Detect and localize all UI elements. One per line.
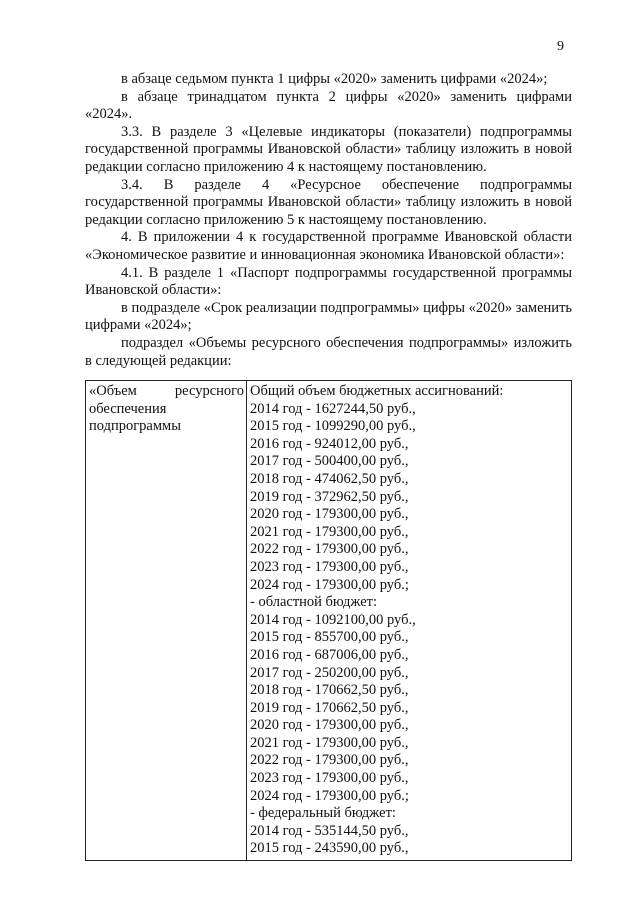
table-value-line: 2019 год - 170662,50 руб., [250,699,409,716]
table-value-cell [247,381,572,861]
table-value-line: 2024 год - 179300,00 руб.; [250,787,409,804]
table-value-line: - федеральный бюджет: [250,805,396,822]
paragraph: 4. В приложении 4 к государственной программе Ивановской области «Экономическое развитие и инновационная экономика Ивановской области»: [85,229,572,263]
table-value-line: 2018 год - 170662,50 руб., [250,682,409,699]
paragraph: в подразделе «Срок реализации подпрограммы» цифры «2020» заменить цифрами «2024»; [85,299,573,334]
table-value-line: 2015 год - 1099290,00 руб., [250,418,416,435]
table-value-line: 2021 год - 179300,00 руб., [250,734,409,751]
page-number: 9 [557,39,564,54]
table-value-line: - областной бюджет: [250,594,378,611]
paragraph: в абзаце седьмом пункта 1 цифры «2020» заменить цифрами «2024»; [121,71,548,87]
table-value-line: 2021 год - 179300,00 руб., [250,523,409,540]
table-value-line: 2014 год - 1627244,50 руб., [250,400,416,417]
table-value-line: 2022 год - 179300,00 руб., [250,541,409,558]
table-value-line: 2018 год - 474062,50 руб., [250,470,409,487]
table-value-line: 2020 год - 179300,00 руб., [250,717,409,734]
table-value-line: 2016 год - 687006,00 руб., [250,646,409,663]
paragraph: в абзаце тринадцатом пункта 2 цифры «2020» заменить цифрами «2024». [85,88,572,123]
table-label-cell [86,381,247,861]
table-value-line: 2017 год - 250200,00 руб., [250,664,409,681]
table-row [86,381,572,861]
body-text [85,71,572,370]
table-value-line: 2016 год - 924012,00 руб., [250,435,409,452]
table-label-text: «Объем ресурсного обеспечения подпрограммы [89,383,244,435]
table-value-line: 2022 год - 179300,00 руб., [250,752,409,769]
table-value-line: 2023 год - 179300,00 руб., [250,770,409,787]
paragraph: подраздел «Объемы ресурсного обеспечения подпрограммы» изложить в следующей редакции: [85,334,572,369]
paragraph: 3.3. В разделе 3 «Целевые индикаторы (показатели) подпрограммы государственной программы Ивановской области» таблицу изложить в новой редакции согласно приложению 4 к настоящему постановлению. [85,123,572,175]
table-value-line: 2014 год - 1092100,00 руб., [250,611,416,628]
table-value-line: Общий объем бюджетных ассигнований: [250,383,504,399]
paragraph: 4.1. В разделе 1 «Паспорт подпрограммы государственной программы Ивановской области»: [85,264,572,299]
table-value-line: 2015 год - 855700,00 руб., [250,629,409,646]
table-value-line: 2024 год - 179300,00 руб.; [250,576,409,593]
table-value-line: 2020 год - 179300,00 руб., [250,506,409,523]
table-value-line: 2015 год - 243590,00 руб., [250,840,409,857]
table-value-line: 2017 год - 500400,00 руб., [250,453,409,470]
table-value-line: 2014 год - 535144,50 руб., [250,822,409,839]
resource-table [85,380,572,861]
table-value-line: 2019 год - 372962,50 руб., [250,488,409,505]
paragraph: 3.4. В разделе 4 «Ресурсное обеспечение подпрограммы государственной программы Ивановской области» таблицу изложить в новой редакции согласно приложению 5 к настоящему постановлению. [85,176,572,228]
table-value-line: 2023 год - 179300,00 руб., [250,558,409,575]
